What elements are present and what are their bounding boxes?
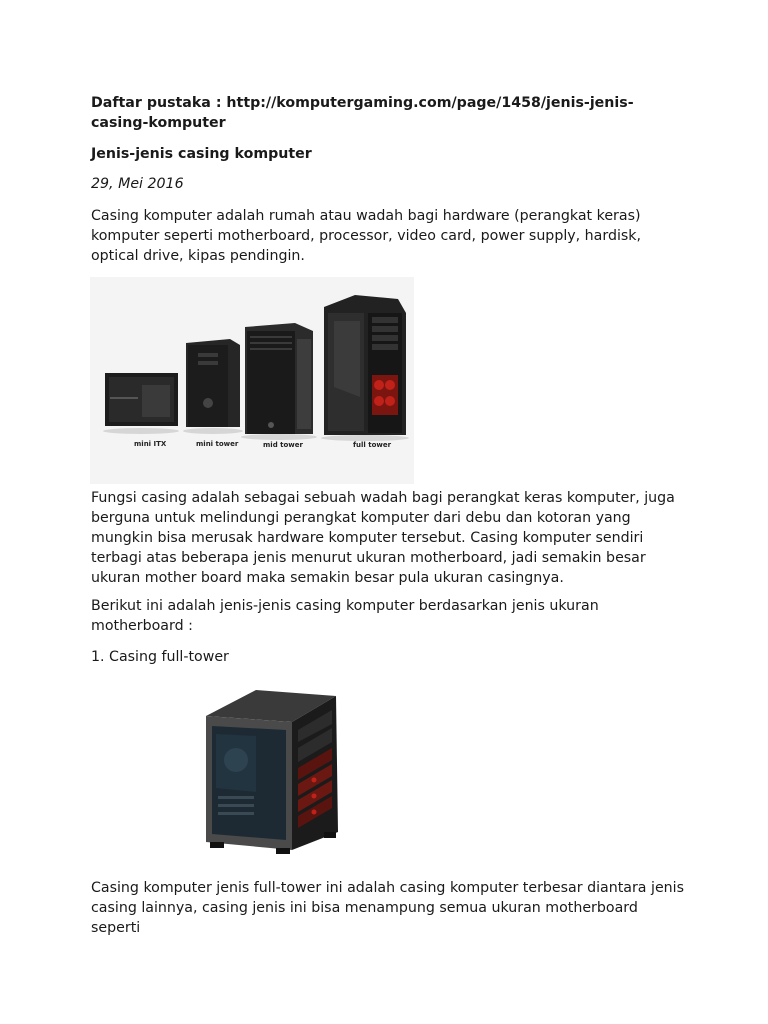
mid-tower-case-illustration bbox=[241, 323, 317, 440]
paragraph-intro: Casing komputer adalah rumah atau wadah bagi hardware (perangkat keras) komputer seperti motherboard, processor, video card, power supply, hardisk, optical drive, kipas pendingin. bbox=[91, 208, 642, 264]
paragraph-function: Fungsi casing adalah sebagai sebuah wadah bagi perangkat keras komputer, juga berguna untuk melindungi perangkat komputer dari debu dan kotoran yang mungkin bisa merusak hardware komputer tersebut. Casing komputer sendiri terbagi atas beberapa jenis menurut ukuran motherboard, jadi semakin besar ukuran mother board maka semakin besar pula ukuran casingnya. bbox=[91, 490, 675, 586]
full-tower-case-illustration bbox=[321, 295, 409, 441]
figure-label-mini-itx: mini ITX bbox=[134, 440, 167, 448]
full-tower-case-photo bbox=[196, 682, 344, 860]
casing-types-illustration bbox=[90, 277, 414, 484]
figure-label-mini-tower: mini tower bbox=[196, 440, 239, 448]
figure-label-mid-tower: mid tower bbox=[263, 441, 303, 449]
figure-label-full-tower: full tower bbox=[353, 441, 392, 449]
mini-itx-case-illustration bbox=[103, 373, 179, 434]
article-date: 29, Mei 2016 bbox=[91, 176, 184, 192]
reference-line: Daftar pustaka : http://komputergaming.com/page/1458/jenis-jenis-casing-komputer bbox=[91, 95, 634, 131]
article-title: Jenis-jenis casing komputer bbox=[91, 146, 312, 162]
casing-types-image bbox=[90, 277, 414, 484]
mini-tower-case-illustration bbox=[183, 339, 243, 434]
paragraph-list-intro: Berikut ini adalah jenis-jenis casing komputer berdasarkan jenis ukuran motherboard : bbox=[91, 598, 599, 634]
paragraph-full-tower: Casing komputer jenis full-tower ini adalah casing komputer terbesar diantara jenis casing lainnya, casing jenis ini bisa menampung semua ukuran motherboard seperti bbox=[91, 880, 684, 936]
list-item-full-tower: 1. Casing full-tower bbox=[91, 649, 229, 665]
full-tower-case-image bbox=[196, 682, 344, 860]
